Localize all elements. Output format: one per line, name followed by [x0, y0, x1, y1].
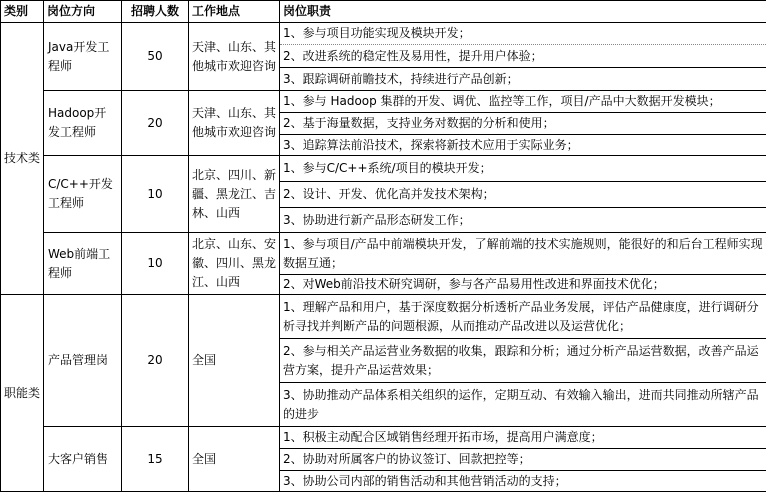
- duty-item: 1、参与项目/产品中前端模块开发，了解前端的技术实施规则，能很好的和后台工程师实现数据互通；: [280, 233, 766, 275]
- count-sales: 15: [122, 427, 189, 492]
- position-hadoop: Hadoop开发工程师: [44, 91, 122, 156]
- header-duties: 岗位职责: [280, 1, 766, 23]
- duty-item: 1、参与C/C++系统/项目的模块开发；: [280, 156, 766, 182]
- duty-item: 2、改进系统的稳定性及易用性，提升用户体验；: [280, 45, 766, 68]
- duty-item: 3、协助推动产品体系相关组织的运作，定期互动、有效输入输出，进而共同推动所辖产品的进步: [280, 383, 766, 427]
- location-hadoop: 天津、山东、其他城市欢迎咨询: [189, 91, 280, 156]
- table-row: [1, 23, 766, 45]
- duty-item: 3、协助进行新产品形态研发工作；: [280, 208, 766, 233]
- duty-item: 2、基于海量数据，支持业务对数据的分析和使用；: [280, 113, 766, 135]
- count-java: 50: [122, 23, 189, 91]
- header-category: 类别: [1, 1, 44, 23]
- count-web: 10: [122, 233, 189, 295]
- table-row: [1, 295, 766, 339]
- table-row: [1, 427, 766, 449]
- duty-item: 2、设计、开发、优化高并发技术架构；: [280, 182, 766, 208]
- header-row: [1, 1, 766, 23]
- category-function: 职能类: [1, 295, 44, 492]
- position-cpp: C/C++开发工程师: [44, 156, 122, 233]
- position-web: Web前端工程师: [44, 233, 122, 295]
- count-product: 20: [122, 295, 189, 427]
- position-java: Java开发工程师: [44, 23, 122, 91]
- table-row: [1, 156, 766, 182]
- duty-item: 1、参与项目功能实现及模块开发；: [280, 23, 766, 45]
- location-cpp: 北京、四川、新疆、黑龙江、吉林、山西: [189, 156, 280, 233]
- category-tech: 技术类: [1, 23, 44, 295]
- position-product: 产品管理岗: [44, 295, 122, 427]
- duty-item: 3、追踪算法前沿技术，探索将新技术应用于实际业务；: [280, 135, 766, 156]
- duty-item: 2、协助对所属客户的协议签订、回款把控等；: [280, 449, 766, 471]
- header-position: 岗位方向: [44, 1, 122, 23]
- duty-item: 3、跟踪调研前瞻技术，持续进行产品创新；: [280, 68, 766, 91]
- location-sales: 全国: [189, 427, 280, 492]
- duty-item: 2、参与相关产品运营业务数据的收集，跟踪和分析；通过分析产品运营数据，改善产品运营方案，提升产品运营效果；: [280, 339, 766, 383]
- table-row: [1, 91, 766, 113]
- location-web: 北京、山东、安徽、四川、黑龙江、山西: [189, 233, 280, 295]
- duty-item: 1、参与 Hadoop 集群的开发、调优、监控等工作，项目/产品中大数据开发模块；: [280, 91, 766, 113]
- header-location: 工作地点: [189, 1, 280, 23]
- table-row: [1, 233, 766, 275]
- position-sales: 大客户销售: [44, 427, 122, 492]
- duty-item: 3、协助公司内部的销售活动和其他营销活动的支持；: [280, 471, 766, 492]
- duty-item: 2、对Web前沿技术研究调研，参与各产品易用性改进和界面技术优化；: [280, 275, 766, 295]
- location-product: 全国: [189, 295, 280, 427]
- duty-item: 1、积极主动配合区域销售经理开拓市场，提高用户满意度；: [280, 427, 766, 449]
- location-java: 天津、山东、其他城市欢迎咨询: [189, 23, 280, 91]
- duty-item: 1、理解产品和用户，基于深度数据分析透析产品业务发展，评估产品健康度，进行调研分析寻找并判断产品的问题根源，从而推动产品改进以及运营优化；: [280, 295, 766, 339]
- header-count: 招聘人数: [122, 1, 189, 23]
- count-cpp: 10: [122, 156, 189, 233]
- count-hadoop: 20: [122, 91, 189, 156]
